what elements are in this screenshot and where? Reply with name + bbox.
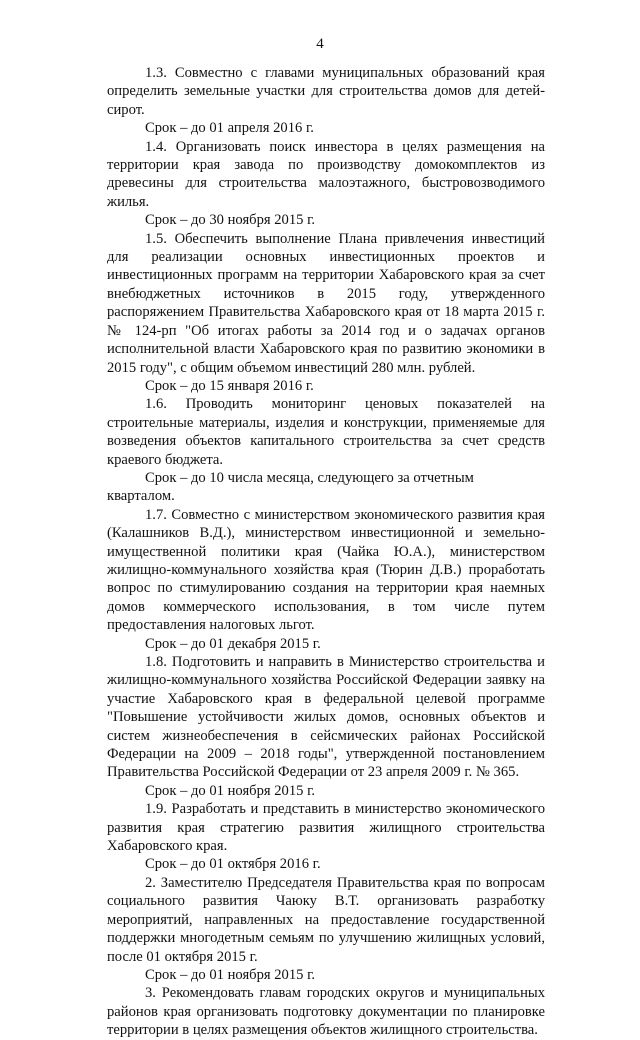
paragraph-3: 3. Рекомендовать главам городских округов и муниципальных районов края организовать подготовку документации по планировке территории в целях размещения объектов жилищного строительства. bbox=[107, 985, 545, 1039]
paragraph-1-9: 1.9. Разработать и представить в министерство экономического развития края стратегию развития жилищного строительства Хабаровского края. bbox=[107, 801, 545, 855]
deadline-1-6: Срок – до 10 числа месяца, следующего за отчетным кварталом. bbox=[107, 469, 474, 505]
page-number: 4 bbox=[316, 36, 324, 52]
deadline-1-8: Срок – до 01 ноября 2015 г. bbox=[145, 782, 316, 799]
deadline-2: Срок – до 01 ноября 2015 г. bbox=[145, 966, 316, 983]
document-body bbox=[107, 64, 545, 1040]
deadline-1-3: Срок – до 01 апреля 2016 г. bbox=[145, 120, 314, 137]
paragraph-1-8: 1.8. Подготовить и направить в Министерство строительства и жилищно-коммунального хозяйства Российской Федерации заявку на участие Хабаровского края в федеральной целевой программе "Повышение устойчивости жилых домов, основных объектов и систем жизнеобеспечения в сейсмических районах Российской Федерации на 2009 – 2018 годы", утвержденной постановлением Правительства Российской Федерации от 23 апреля 2009 г. № 365. bbox=[107, 654, 545, 781]
deadline-1-4: Срок – до 30 ноября 2015 г. bbox=[145, 212, 316, 229]
deadline-1-9: Срок – до 01 октября 2016 г. bbox=[145, 856, 321, 873]
deadline-1-5: Срок – до 15 января 2016 г. bbox=[145, 377, 314, 394]
deadline-1-7: Срок – до 01 декабря 2015 г. bbox=[145, 635, 321, 652]
paragraph-1-3: 1.3. Совместно с главами муниципальных образований края определить земельные участки для строительства домов для детей-сирот. bbox=[107, 65, 545, 118]
paragraph-1-7: 1.7. Совместно с министерством экономического развития края (Калашников В.Д.), министерством инвестиционной и земельно-имущественной политики края (Чайка Ю.А.), министерством жилищно-коммунального хозяйства края (Тюрин Д.В.) проработать вопрос по стимулированию создания на территории края наемных домов коммерческого использования, в том числе путем предоставления налоговых льгот. bbox=[107, 506, 545, 634]
paragraph-1-6: 1.6. Проводить мониторинг ценовых показателей на строительные материалы, изделия и конструкции, применяемые для возведения объектов капитального строительства за счет средств краевого бюджета. bbox=[107, 396, 545, 468]
paragraph-2: 2. Заместителю Председателя Правительства края по вопросам социального развития Чаюку В.Т. организовать разработку мероприятий, направленных на предоставление государственной поддержки многодетным семьям по улучшению жилищных условий, после 01 октября 2015 г. bbox=[107, 874, 545, 965]
paragraph-1-5: 1.5. Обеспечить выполнение Плана привлечения инвестиций для реализации основных инвестиционных проектов и инвестиционных программ на территории Хабаровского края за счет внебюджетных источников в 2015 году, утвержденного распоряжением Правительства Хабаровского края от 18 марта 2015 г. № 124-рп "Об итогах работы за 2014 год и о задачах органов исполнительной власти Хабаровского края по развитию экономики в 2015 году", с общим объемом инвестиций 280 млн. рублей. bbox=[107, 230, 545, 376]
paragraph-1-4: 1.4. Организовать поиск инвестора в целях размещения на территории края завода по производству домокомплектов из древесины для строительства малоэтажного, быстровозводимого жилья. bbox=[107, 138, 545, 210]
